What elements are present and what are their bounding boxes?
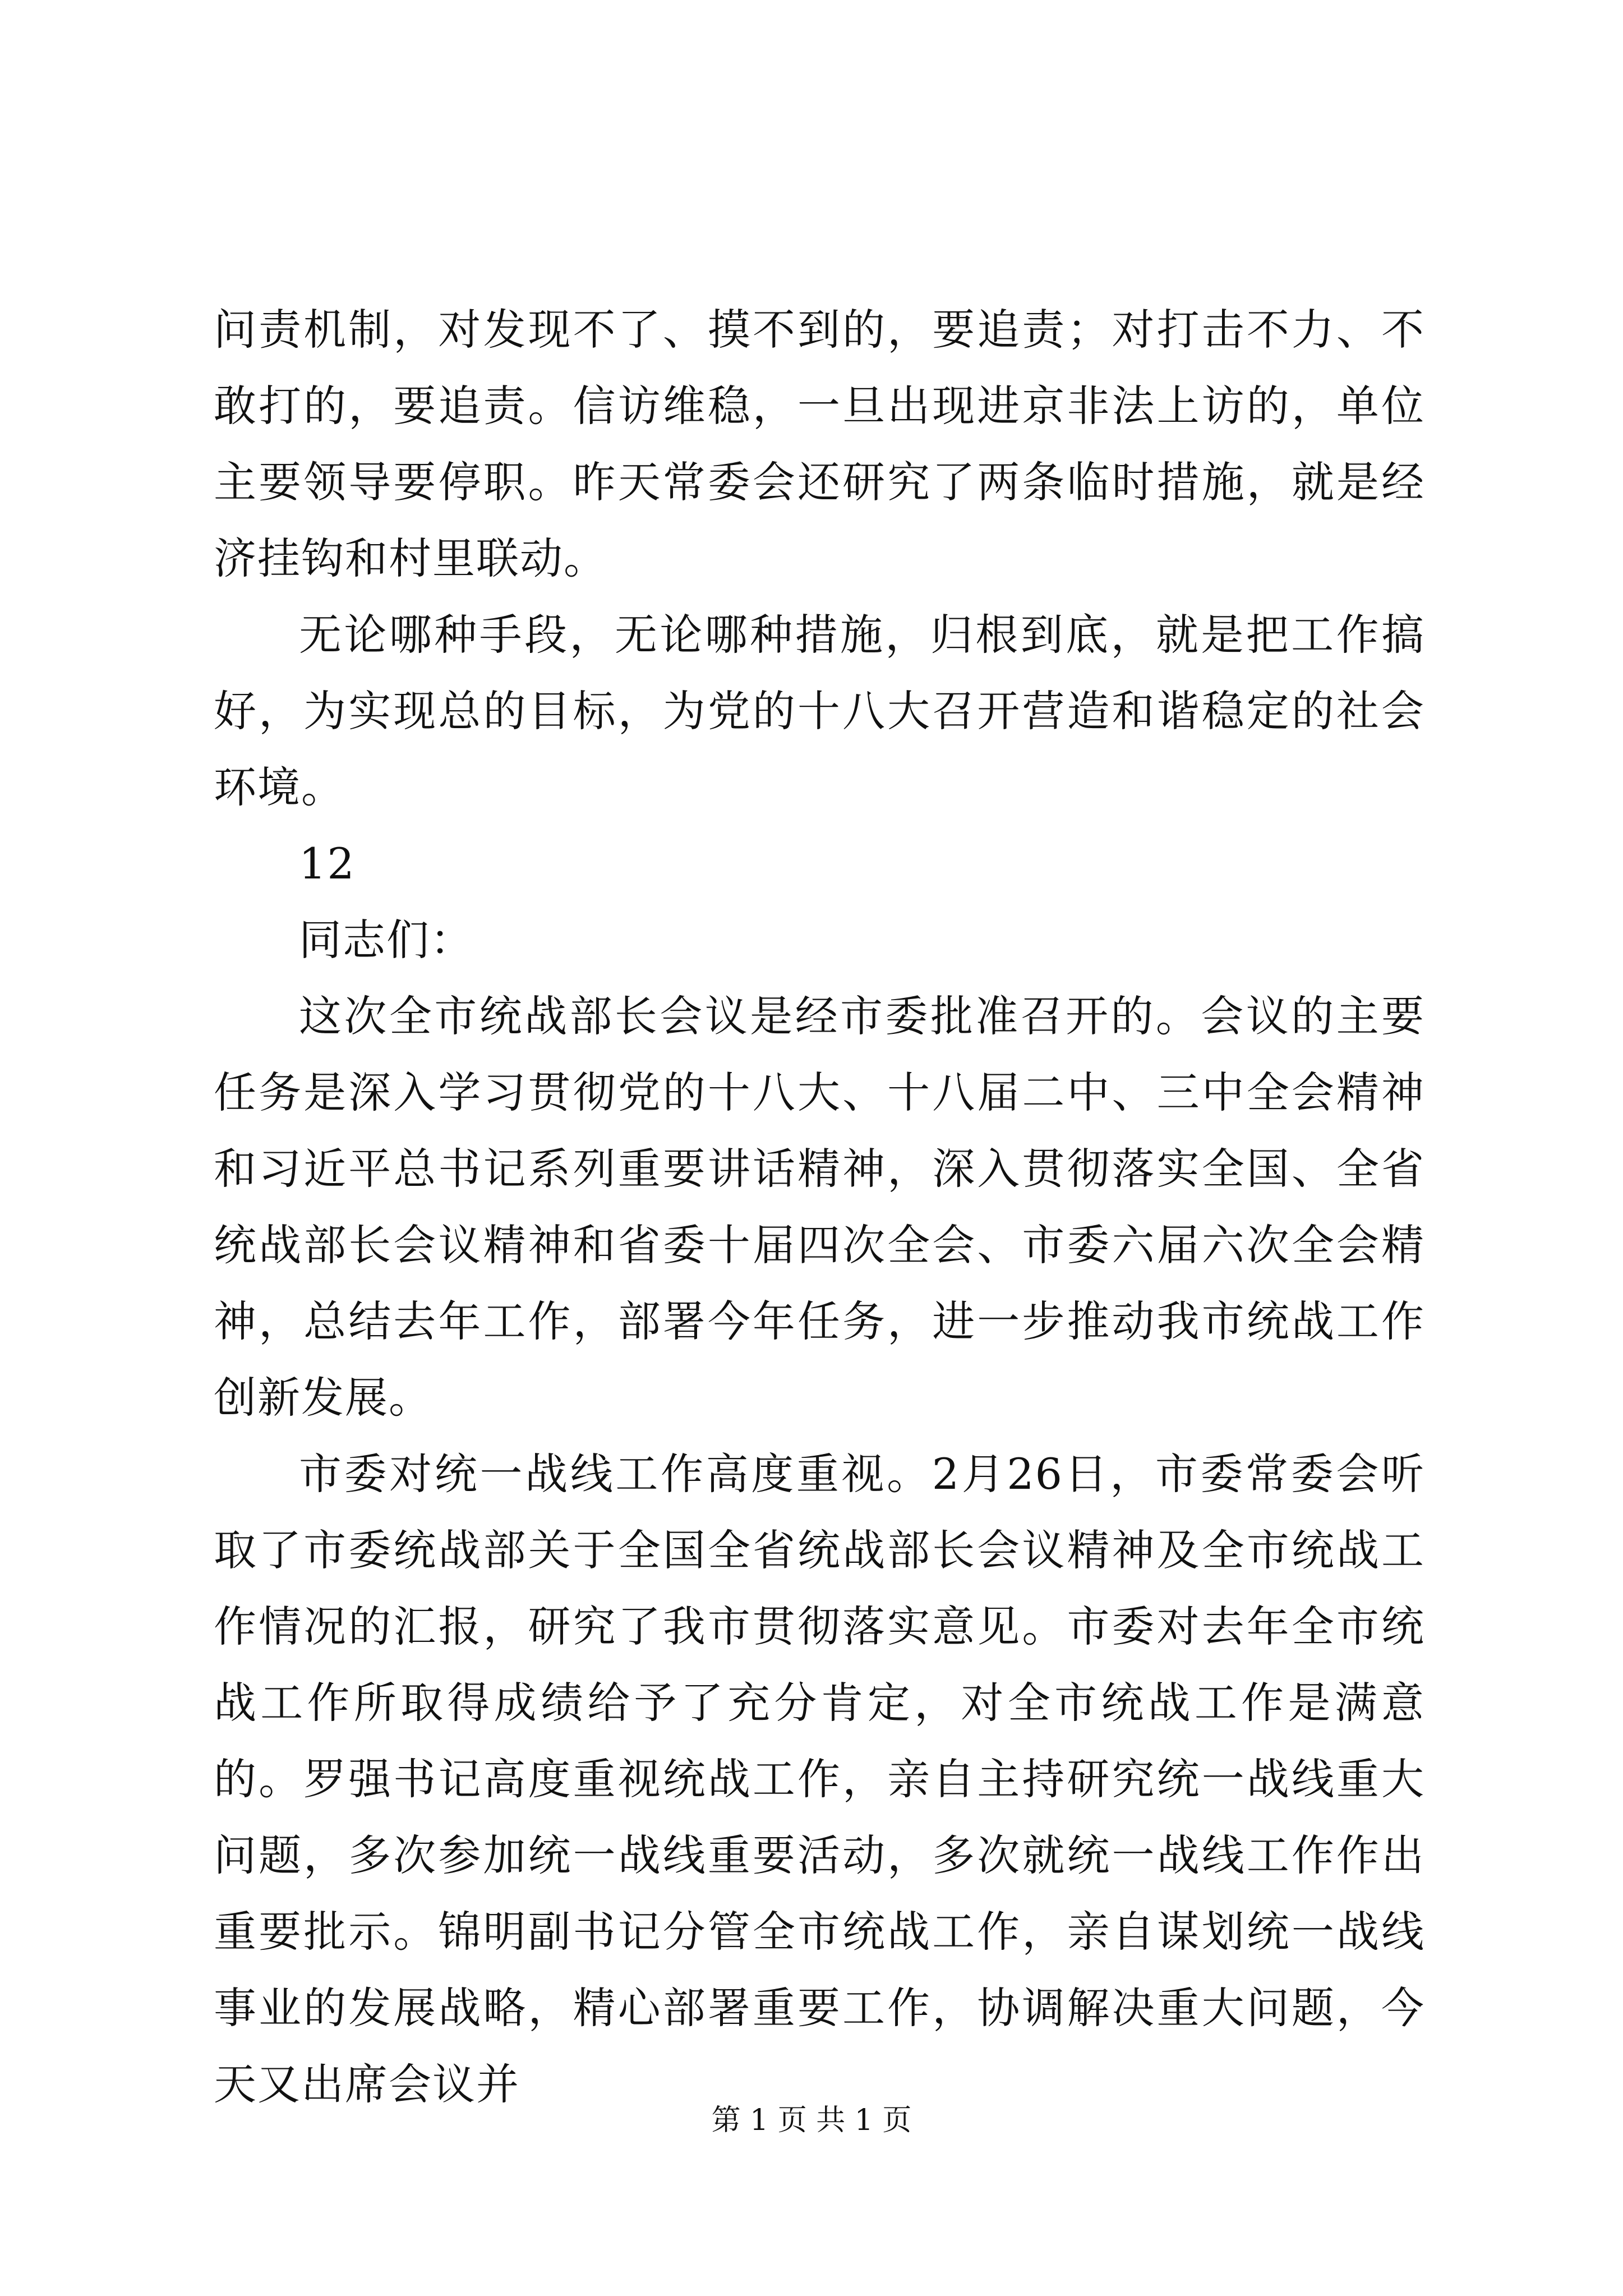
paragraph-5: 这次全市统战部长会议是经市委批准召开的。会议的主要任务是深入学习贯彻党的十八大、十八届二中、三中全会精神和习近平总书记系列重要讲话精神，深入贯彻落实全国、全省统战部长会议精神和省委十届四次全会、市委六届六次全会精神，总结去年工作，部署今年任务，进一步推动我市统战工作创新发展。 bbox=[214, 991, 1425, 1423]
page-footer bbox=[0, 2101, 1623, 2140]
document-body bbox=[214, 292, 1425, 2123]
paragraph-1: 问责机制，对发现不了、摸不到的，要追责；对打击不力、不敢打的，要追责。信访维稳，一旦出现进京非法上访的，单位主要领导要停职。昨天常委会还研究了两条临时措施，就是经济挂钩和村里联动。 bbox=[214, 305, 1425, 583]
paragraph-6: 市委对统一战线工作高度重视。2月26日，市委常委会听取了市委统战部关于全国全省统战部长会议精神及全市统战工作情况的汇报，研究了我市贯彻落实意见。市委对去年全市统战工作所取得成绩给予了充分肯定，对全市统战工作是满意的。罗强书记高度重视统战工作，亲自主持研究统一战线重大问题，多次参加统一战线重要活动，多次就统一战线工作作出重要批示。锦明副书记分管全市统战工作，亲自谋划统一战线事业的发展战略，精心部署重要工作，协调解决重大问题，今天又出席会议并 bbox=[214, 1449, 1425, 2109]
paragraph-3: 12 bbox=[299, 839, 356, 889]
page-number-label: 第 1 页 共 1 页 bbox=[711, 2104, 912, 2137]
salutation: 同志们： bbox=[299, 915, 474, 965]
paragraph-2: 无论哪种手段，无论哪种措施，归根到底，就是把工作搞好，为实现总的目标，为党的十八大召开营造和谐稳定的社会环境。 bbox=[214, 610, 1425, 812]
